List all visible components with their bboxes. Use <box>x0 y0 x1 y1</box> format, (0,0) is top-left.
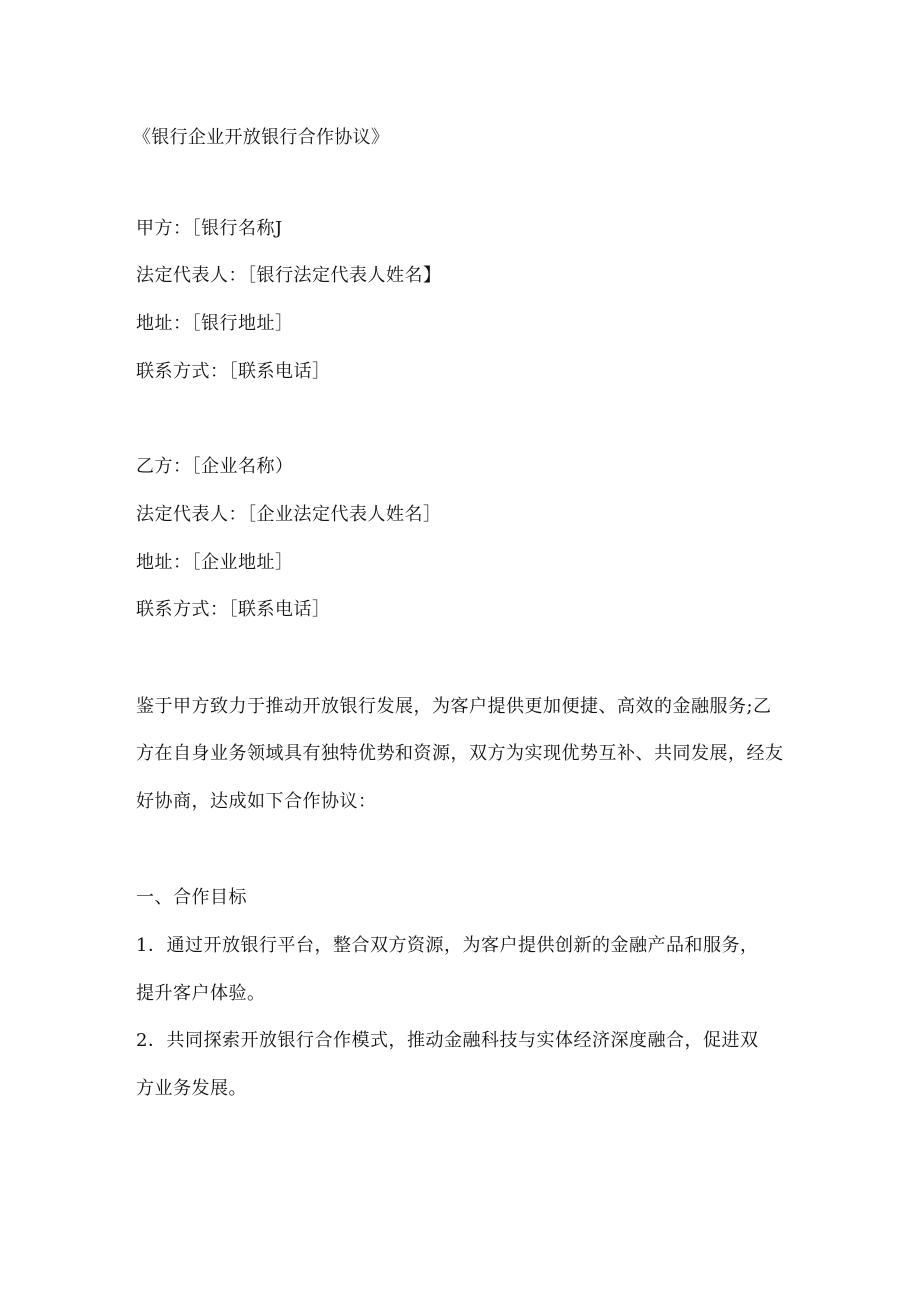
preamble-line: 好协商，达成如下合作协议： <box>136 791 377 812</box>
party-a-contact: 联系方式：［联系电话］ <box>136 361 331 382</box>
party-a-address: 地址：［银行地址］ <box>136 313 294 334</box>
list-item-1: 1．通过开放银行平台，整合双方资源，为客户提供创新的金融产品和服务， <box>136 935 759 956</box>
list-item-2-continued: 方业务发展。 <box>136 1078 247 1099</box>
party-a-representative: 法定代表人：［银行法定代表人姓名】 <box>136 265 442 286</box>
party-a-name: 甲方：［银行名称J <box>136 218 283 239</box>
list-item-1-continued: 提升客户体验。 <box>136 983 266 1004</box>
party-b-name: 乙方：［企业名称） <box>136 456 294 477</box>
list-item-2: 2．共同探索开放银行合作模式，推动金融科技与实体经济深度融合，促进双 <box>136 1030 759 1051</box>
party-b-address: 地址：［企业地址］ <box>136 552 294 573</box>
preamble-line: 方在自身业务领域具有独特优势和资源，双方为实现优势互补、共同发展，经友 <box>136 743 784 764</box>
section-heading: 一、合作目标 <box>136 887 247 908</box>
party-b-representative: 法定代表人：［企业法定代表人姓名］ <box>136 504 442 525</box>
document-title: 《银行企业开放银行合作协议》 <box>133 127 390 148</box>
preamble-line: 鉴于甲方致力于推动开放银行发展，为客户提供更加便捷、高效的金融服务;乙 <box>136 696 772 717</box>
party-b-contact: 联系方式：［联系电话］ <box>136 599 331 620</box>
